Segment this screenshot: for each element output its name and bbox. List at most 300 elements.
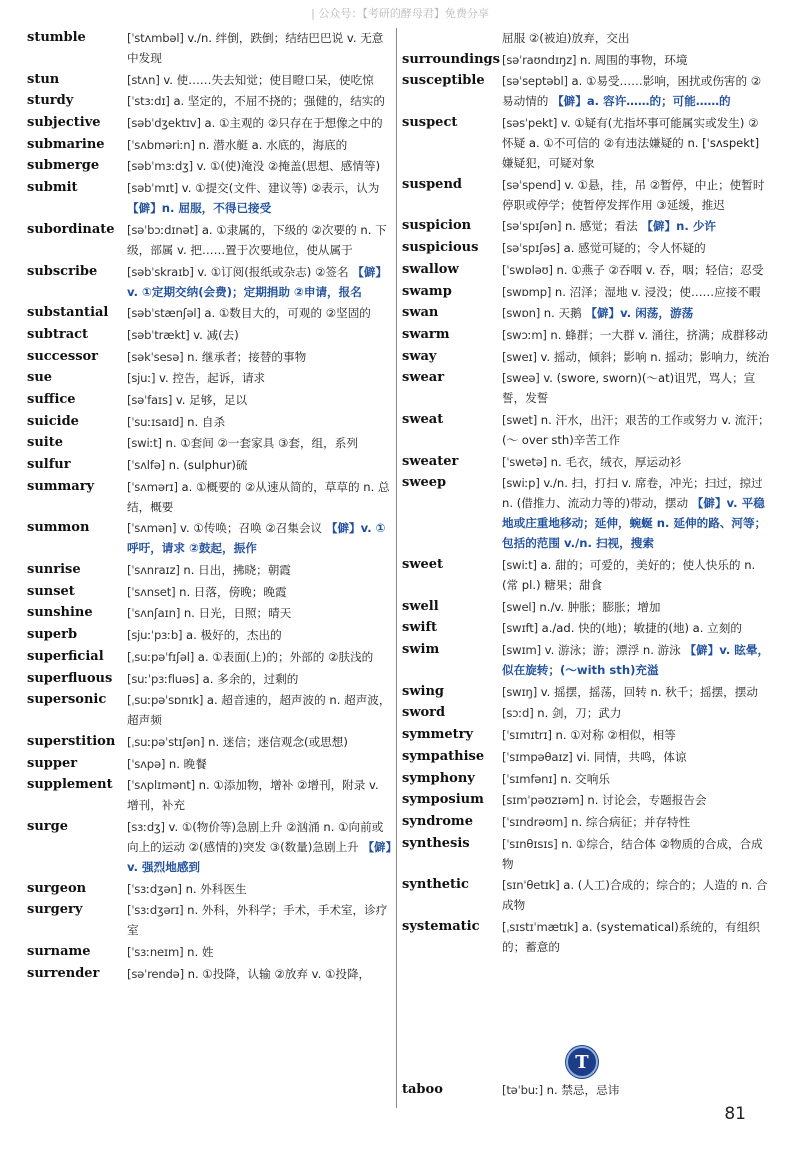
phonetic: [ˈsʌnʃaɪn] bbox=[127, 606, 181, 621]
definition: a. ①隶属的，下级的 ②次要的 n. 下级，部属 v. 把……置于次要地位，使从属于 bbox=[127, 222, 387, 257]
dictionary-entry bbox=[27, 220, 392, 260]
entry-body bbox=[127, 560, 392, 580]
definition: a. (systematical)系统的，有组织的；蓄意的 bbox=[502, 919, 760, 954]
entry-body bbox=[127, 900, 392, 940]
rare-meaning-note: 【僻】n. 少许 bbox=[641, 219, 717, 234]
phonetic: [ˈstʌmbəl] bbox=[127, 31, 184, 45]
phonetic: [swɒn] bbox=[502, 306, 541, 321]
phonetic: [ˈsʌlfə] bbox=[127, 458, 165, 472]
definition: v. 足够，足以 bbox=[172, 392, 248, 407]
phonetic: [ˌsuːpəˈfɪʃəl] bbox=[127, 649, 195, 664]
dictionary-entry bbox=[27, 879, 392, 899]
headword: sweep bbox=[402, 475, 447, 491]
headword: superfluous bbox=[27, 670, 113, 686]
dictionary-entry bbox=[27, 28, 392, 68]
phonetic: [sweə] bbox=[502, 371, 540, 386]
dictionary-entry bbox=[402, 410, 770, 450]
dictionary-entry bbox=[402, 597, 770, 617]
dictionary-entry bbox=[402, 452, 770, 472]
rare-meaning-note: 【僻】a. 容许……的；可能……的 bbox=[552, 94, 731, 109]
phonetic: [səsˈpekt] bbox=[502, 116, 558, 131]
entry-body bbox=[502, 113, 770, 173]
definition: n. 潜水艇 a. 水底的，海底的 bbox=[194, 137, 348, 152]
headword: symmetry bbox=[402, 727, 474, 743]
definition: n. ①对称 ②相似，相等 bbox=[551, 728, 676, 743]
dictionary-entry bbox=[402, 347, 770, 367]
entry-body bbox=[127, 964, 392, 984]
phonetic: [səbˈmɜːdʒ] bbox=[127, 159, 193, 174]
right-column bbox=[402, 28, 770, 959]
definition: a. 坚定的，不屈不挠的；强健的，结实的 bbox=[169, 94, 386, 109]
entry-body bbox=[502, 347, 770, 367]
headword: submarine bbox=[27, 136, 105, 152]
dictionary-entry bbox=[27, 113, 392, 133]
dictionary-entry bbox=[27, 262, 392, 302]
headword: surname bbox=[27, 944, 91, 959]
dictionary-entry bbox=[27, 412, 392, 432]
dictionary-entry bbox=[27, 754, 392, 774]
headword: swallow bbox=[402, 261, 459, 277]
entry-body bbox=[502, 725, 770, 745]
phonetic: [ˈsuːɪsaɪd] bbox=[127, 414, 184, 429]
definition: n. 周围的事物，环境 bbox=[576, 52, 688, 67]
definition: v./n. 绊倒，跌倒；结结巴巴说 v. 无意中发现 bbox=[127, 31, 384, 65]
dictionary-entry bbox=[27, 964, 392, 984]
definition: n. 交响乐 bbox=[556, 771, 610, 786]
entry-body bbox=[127, 625, 392, 645]
definition: n. ①投降，认输 ②放弃 v. ①投降， bbox=[183, 966, 371, 981]
dictionary-entry bbox=[27, 942, 392, 962]
dictionary-entry bbox=[27, 455, 392, 475]
definition: a. 多余的，过剩的 bbox=[198, 671, 299, 686]
entry-body bbox=[502, 50, 770, 70]
dictionary-entry bbox=[27, 560, 392, 580]
phonetic: [səbˈtrækt] bbox=[127, 327, 190, 342]
definition: v. ①悬，挂，吊 ②暂停，中止；使暂时停职或停学；使暂停发挥作用 ③延缓，推迟 bbox=[502, 177, 765, 212]
phonetic: [təˈbuː] bbox=[502, 1083, 543, 1097]
headword: swarm bbox=[402, 326, 450, 342]
definition: n. 迷信；迷信观念(或思想) bbox=[204, 734, 348, 749]
dictionary-entry bbox=[27, 135, 392, 155]
phonetic: [sjuːˈpɜːb] bbox=[127, 628, 183, 643]
headword: subjective bbox=[27, 115, 101, 131]
definition: n./v. 肿胀；膨胀；增加 bbox=[535, 599, 661, 614]
entry-body bbox=[502, 71, 770, 111]
definition: a. ①易受……影响，困扰或伤害的 ②易动情的 bbox=[502, 74, 762, 109]
dictionary-entry bbox=[402, 368, 770, 408]
dictionary-entry bbox=[402, 473, 770, 553]
definition: n. 日光，日照；晴天 bbox=[180, 606, 292, 621]
dictionary-entry bbox=[27, 625, 392, 645]
dictionary-entry bbox=[402, 682, 770, 702]
phonetic: [swet] bbox=[502, 412, 538, 427]
entry-body bbox=[127, 817, 392, 877]
entry-body bbox=[127, 135, 392, 155]
headword: swamp bbox=[402, 283, 452, 299]
entry-body bbox=[127, 28, 392, 68]
dictionary-entry bbox=[27, 70, 392, 90]
phonetic: [sɜːdʒ] bbox=[127, 819, 165, 834]
phonetic: [sjuː] bbox=[127, 371, 156, 386]
definition: n. 晚餐 bbox=[165, 756, 207, 771]
dictionary-entry bbox=[27, 477, 392, 517]
phonetic: [ˈsʌmərɪ] bbox=[127, 479, 178, 494]
headword: synthesis bbox=[402, 835, 470, 851]
definition: a. ①表面(上)的；外部的 ②肤浅的 bbox=[194, 649, 374, 664]
definition: n. 继承者；接替的事物 bbox=[183, 349, 307, 364]
entry-body bbox=[127, 754, 392, 774]
definition: a./ad. 快的(地)；敏捷的(地) a. 立刻的 bbox=[537, 621, 742, 636]
definition: v. 使……失去知觉；使目瞪口呆，使吃惊 bbox=[159, 72, 374, 87]
entry-body bbox=[127, 70, 392, 90]
entry-body bbox=[502, 640, 770, 680]
headword: submit bbox=[27, 180, 78, 196]
definition: a. 超音速的，超声波的 n. 超声波，超声频 bbox=[127, 693, 391, 728]
phonetic: [sɪnˈθetɪk] bbox=[502, 878, 560, 893]
definition: v./n. 扫，打扫 v. 席卷，冲光；扫过，掠过 n. (借推力、流动力等的)带动，摆动 bbox=[502, 476, 763, 511]
definition: n. 日出，拂晓；朝霞 bbox=[179, 563, 291, 578]
entry-body bbox=[127, 347, 392, 367]
headword: substantial bbox=[27, 305, 109, 321]
phonetic: [səˈseptəbl] bbox=[502, 74, 568, 89]
definition: a. (人工)合成的；综合的；人造的 n. 合成物 bbox=[502, 878, 768, 913]
definition: a. ①概要的 ②从速从简的，草草的 n. 总结，概要 bbox=[127, 479, 390, 514]
dictionary-entry bbox=[27, 732, 392, 752]
phonetic: [səkˈsesə] bbox=[127, 349, 184, 364]
definition: n. 汗水，出汗；艰苦的工作或努力 v. 流汗；(～ over sth)辛苦工作 bbox=[502, 412, 770, 447]
watermark-text: | 公众号：【考研的酵母君】免费分享 bbox=[311, 7, 489, 20]
phonetic: [stʌn] bbox=[127, 72, 160, 87]
headword: sunshine bbox=[27, 605, 93, 621]
rare-meaning-note: 【僻】v. 强烈地感到 bbox=[127, 839, 392, 874]
headword: susceptible bbox=[402, 73, 485, 89]
dictionary-entry bbox=[27, 669, 392, 689]
dictionary-entry bbox=[402, 71, 770, 111]
definition: n. 感觉；看法 bbox=[561, 219, 642, 234]
definition: n. 讨论会，专题报告会 bbox=[583, 793, 707, 808]
definition: a. 甜的；可爱的，美好的；使人快乐的 n. (常 pl.) 糖果；甜食 bbox=[502, 558, 756, 592]
headword: subtract bbox=[27, 326, 89, 342]
dictionary-entry bbox=[402, 113, 770, 173]
phonetic: [swɪŋ] bbox=[502, 684, 538, 699]
dictionary-entry bbox=[27, 325, 392, 345]
headword: suspicion bbox=[402, 218, 472, 234]
entry-body bbox=[502, 790, 770, 810]
dictionary-entry bbox=[27, 178, 392, 218]
headword: symphony bbox=[402, 770, 475, 786]
headword: suicide bbox=[27, 413, 79, 429]
phonetic: [swɪft] bbox=[502, 621, 538, 636]
dictionary-entry bbox=[27, 900, 392, 940]
headword: summary bbox=[27, 478, 95, 494]
phonetic: [sweɪ] bbox=[502, 349, 537, 364]
phonetic: [ˈsɪmɪtrɪ] bbox=[502, 728, 552, 743]
dictionary-entry bbox=[402, 282, 770, 302]
definition: v. ①疑有(尤指坏事可能属实或发生) ②怀疑 a. ①不可信的 ②有违法嫌疑的 n. [ˈsʌspekt]嫌疑犯，可疑对象 bbox=[502, 116, 760, 171]
definition: a. ①数目大的，可观的 ②坚固的 bbox=[200, 306, 371, 321]
dictionary-entry bbox=[27, 775, 392, 815]
entry-body bbox=[502, 260, 770, 280]
entry-body bbox=[127, 412, 392, 432]
entry-body bbox=[127, 669, 392, 689]
headword: syndrome bbox=[402, 813, 473, 829]
phonetic: [səˈfaɪs] bbox=[127, 392, 173, 407]
definition: v. ①传唤；召唤 ②召集会议 bbox=[176, 521, 326, 536]
dictionary-entry bbox=[27, 582, 392, 602]
entry-body bbox=[502, 682, 770, 702]
phonetic: [ˈsʌnraɪz] bbox=[127, 563, 180, 578]
entry-body bbox=[127, 690, 392, 730]
headword: subscribe bbox=[27, 263, 98, 279]
headword: supplement bbox=[27, 777, 113, 793]
definition: v. 控告，起诉，请求 bbox=[155, 371, 266, 386]
dictionary-entry bbox=[402, 747, 770, 767]
dictionary-entry bbox=[402, 618, 770, 638]
definition: v. (swore, sworn)(～at)诅咒，骂人；宣誓，发誓 bbox=[502, 371, 756, 406]
dictionary-entry bbox=[27, 518, 392, 558]
dictionary-entry bbox=[27, 647, 392, 667]
entry-body bbox=[502, 917, 770, 957]
headword: suspicious bbox=[402, 240, 479, 256]
phonetic: [ˈsɜːdʒərɪ] bbox=[127, 903, 184, 918]
headword: submerge bbox=[27, 158, 100, 174]
section-letter-badge-icon: T bbox=[566, 1046, 598, 1078]
phonetic: [ˌsuːpəˈstɪʃən] bbox=[127, 734, 205, 749]
definition: v. 减(去) bbox=[189, 327, 239, 342]
headword: sweater bbox=[402, 453, 459, 469]
headword: sunrise bbox=[27, 562, 81, 578]
definition: n. ①燕子 ②吞咽 v. 吞，咽；轻信；忍受 bbox=[552, 262, 764, 277]
entry-body bbox=[127, 368, 392, 388]
phonetic: [ˈsʌmən] bbox=[127, 521, 177, 536]
dictionary-entry bbox=[402, 875, 770, 915]
headword: swan bbox=[402, 305, 439, 321]
phonetic: [ˈsʌpə] bbox=[127, 756, 166, 771]
phonetic: [ˌsuːpəˈsɒnɪk] bbox=[127, 693, 204, 708]
phonetic: [swɒmp] bbox=[502, 284, 552, 299]
phonetic: [ˈsɪnθɪsɪs] bbox=[502, 836, 558, 851]
headword: sunset bbox=[27, 583, 75, 599]
dictionary-entry bbox=[402, 1080, 770, 1100]
definition: a. 极好的，杰出的 bbox=[182, 628, 282, 643]
phonetic: [səˈspɪʃən] bbox=[502, 219, 562, 234]
dictionary-entry bbox=[402, 725, 770, 745]
entry-body bbox=[502, 555, 770, 595]
headword: successor bbox=[27, 348, 99, 364]
definition: v. ①(使)淹没 ②掩盖(思想、感情等) bbox=[193, 159, 381, 174]
phonetic: [səˈrendə] bbox=[127, 966, 184, 981]
headword: summon bbox=[27, 520, 90, 536]
entry-body bbox=[502, 769, 770, 789]
headword: swift bbox=[402, 620, 438, 636]
dictionary-entry bbox=[27, 91, 392, 111]
headword: stun bbox=[27, 71, 60, 87]
headword: sweet bbox=[402, 557, 444, 572]
headword: superb bbox=[27, 627, 78, 643]
entry-body bbox=[502, 812, 770, 832]
headword: symposium bbox=[402, 792, 484, 808]
dictionary-entry bbox=[402, 238, 770, 258]
column-divider bbox=[396, 28, 397, 1108]
page-number: 81 bbox=[724, 1104, 746, 1124]
phonetic: [ˈsɪmpəθaɪz] bbox=[502, 749, 573, 764]
definition: n. 综合病征；并存特性 bbox=[567, 814, 691, 829]
definition: v. ①提交(文件、建议等) ②表示，认为 bbox=[178, 181, 380, 196]
entry-body bbox=[127, 603, 392, 623]
entry-body bbox=[502, 473, 770, 553]
phonetic: [suːˈpɜːfluəs] bbox=[127, 671, 199, 686]
headword: surge bbox=[27, 818, 68, 834]
rare-meaning-note: 【僻】v. ①呼吁，请求 ②鼓起，振作 bbox=[127, 521, 386, 556]
headword: sweat bbox=[402, 411, 444, 427]
definition: v. 游泳；游；漂浮 n. 游泳 bbox=[540, 643, 685, 658]
headword: swear bbox=[402, 370, 445, 386]
rare-meaning-note: 【僻】v. 眩晕，似在旋转；(～with sth)充溢 bbox=[502, 643, 770, 678]
entry-body bbox=[127, 879, 392, 899]
definition: v. ①(物价等)急剧上升 ②汹涌 n. ①向前或向上的运动 ②(感情的)突发 ③(数量)急剧上升 bbox=[127, 819, 384, 854]
headword: synthetic bbox=[402, 877, 469, 893]
dictionary-entry bbox=[27, 347, 392, 367]
dictionary-entry bbox=[402, 703, 770, 723]
phonetic: [ˈsʌnset] bbox=[127, 584, 176, 599]
definition: a. 感觉可疑的；令人怀疑的 bbox=[559, 241, 706, 256]
phonetic: [ˈsɪmfənɪ] bbox=[502, 771, 557, 786]
phonetic: [swel] bbox=[502, 599, 536, 614]
definition: vi. 同情，共鸣，体谅 bbox=[572, 749, 687, 764]
definition: n. 沼泽；湿地 v. 浸没；使……应接不暇 bbox=[551, 284, 761, 299]
dictionary-entry bbox=[402, 834, 770, 874]
phonetic: [swɪm] bbox=[502, 643, 541, 658]
definition: v. 摇摆，摇荡，回转 n. 秋千；摇摆，摆动 bbox=[537, 684, 758, 699]
definition: n. 姓 bbox=[183, 945, 214, 959]
phonetic: [ˈsɜːdʒən] bbox=[127, 881, 182, 896]
headword: swim bbox=[402, 642, 440, 658]
dictionary-entry bbox=[27, 603, 392, 623]
headword: swell bbox=[402, 598, 439, 614]
definition: n. 日落，傍晚；晚霞 bbox=[175, 584, 287, 599]
entry-body bbox=[127, 91, 392, 111]
entry-body bbox=[127, 732, 392, 752]
phonetic: [ˈswɒləʊ] bbox=[502, 262, 553, 277]
rare-meaning-note: 【僻】v. ①定期交纳(会费)；定期捐助 ②申请，报名 bbox=[127, 264, 388, 299]
phonetic: [səˈspend] bbox=[502, 177, 561, 192]
headword: systematic bbox=[402, 918, 480, 934]
definition: n. 外科医生 bbox=[181, 881, 247, 896]
definition: n. 自杀 bbox=[183, 414, 226, 429]
headword: suite bbox=[27, 435, 63, 451]
dictionary-entry bbox=[402, 769, 770, 789]
dictionary-entry bbox=[402, 555, 770, 595]
entry-body bbox=[127, 518, 392, 558]
headword: sympathise bbox=[402, 748, 485, 764]
phonetic: [səbˈskraɪb] bbox=[127, 264, 194, 279]
entry-body bbox=[127, 113, 392, 133]
definition: n. 蜂群；一大群 v. 涌往，挤满；成群移动 bbox=[546, 327, 768, 342]
entry-body bbox=[502, 452, 770, 472]
headword: sturdy bbox=[27, 93, 74, 109]
entry-body bbox=[502, 618, 770, 638]
entry-body bbox=[127, 178, 392, 218]
entry-body bbox=[502, 834, 770, 874]
phonetic: [swiːt] bbox=[127, 436, 162, 451]
definition: n. (sulphur)硫 bbox=[164, 458, 248, 472]
headword: surroundings bbox=[402, 51, 500, 67]
phonetic: [səˈraʊndɪŋz] bbox=[502, 52, 577, 67]
entry-body bbox=[502, 410, 770, 450]
dictionary-entry bbox=[27, 433, 392, 453]
headword: stumble bbox=[27, 30, 86, 45]
entry-body bbox=[127, 477, 392, 517]
dictionary-entry bbox=[402, 325, 770, 345]
dictionary-entry bbox=[402, 260, 770, 280]
dictionary-entry bbox=[27, 817, 392, 877]
phonetic: [swɔːm] bbox=[502, 327, 547, 342]
headword: subordinate bbox=[27, 221, 115, 237]
headword: surgeon bbox=[27, 880, 87, 896]
definition: a. ①主观的 ②只存在于想像之中的 bbox=[200, 116, 383, 131]
rare-meaning-note: 【僻】v. 闲荡，游荡 bbox=[585, 306, 694, 321]
phonetic: [ˌsɪstɪˈmætɪk] bbox=[502, 919, 579, 934]
entry-body bbox=[502, 303, 770, 323]
headword: suspect bbox=[402, 115, 458, 131]
entry-body bbox=[502, 368, 770, 408]
rare-meaning-note: 【僻】n. 屈服，不得已接受 bbox=[127, 201, 272, 216]
dictionary-entry bbox=[27, 156, 392, 176]
dictionary-entry bbox=[402, 812, 770, 832]
dictionary-entry bbox=[402, 216, 770, 236]
headword: swing bbox=[402, 683, 444, 699]
dictionary-entry bbox=[402, 303, 770, 323]
definition: n. 天鹅 bbox=[540, 306, 586, 321]
entry-body bbox=[502, 703, 770, 723]
dictionary-entry bbox=[27, 303, 392, 323]
definition: n. ①添加物，增补 ②增刊，附录 v. 增刊，补充 bbox=[127, 778, 379, 813]
headword: sway bbox=[402, 348, 437, 364]
entry-body bbox=[127, 390, 392, 410]
rare-meaning-note: 【僻】v. 平稳地或庄重地移动；延伸，蜿蜒 n. 延伸的路、河等；包括的范围 v./n. 扫视，搜索 bbox=[502, 496, 767, 551]
dictionary-entry bbox=[27, 690, 392, 730]
headword: superstition bbox=[27, 733, 116, 749]
entry-body bbox=[127, 775, 392, 815]
entry-body bbox=[127, 455, 392, 475]
dictionary-entry bbox=[27, 390, 392, 410]
right-column-after-badge bbox=[402, 1080, 770, 1102]
phonetic: [ˈsʌbməriːn] bbox=[127, 137, 195, 152]
left-column bbox=[27, 28, 392, 985]
headword: sue bbox=[27, 370, 53, 386]
phonetic: [səbˈdʒektɪv] bbox=[127, 116, 201, 131]
continuation-definition: 屈服 ②(被迫)放弃，交出 bbox=[502, 31, 630, 45]
entry-body bbox=[127, 582, 392, 602]
entry-body bbox=[127, 325, 392, 345]
phonetic: [ˈsʌplɪmənt] bbox=[127, 778, 195, 793]
dictionary-entry bbox=[402, 917, 770, 957]
dictionary-entry bbox=[27, 368, 392, 388]
headword: suspend bbox=[402, 176, 462, 192]
entry-body bbox=[502, 875, 770, 915]
phonetic: [səˈbɔːdɪnət] bbox=[127, 222, 199, 237]
entry-body bbox=[127, 433, 392, 453]
headword: supper bbox=[27, 755, 78, 771]
entry-body bbox=[127, 303, 392, 323]
entry-body bbox=[502, 325, 770, 345]
headword: surgery bbox=[27, 902, 83, 918]
entry-body bbox=[127, 942, 392, 962]
dictionary-entry bbox=[402, 175, 770, 215]
definition: n. 外科，外科学；手术，手术室，诊疗室 bbox=[127, 903, 388, 938]
headword: suffice bbox=[27, 391, 76, 407]
phonetic: [səˈspɪʃəs] bbox=[502, 241, 560, 256]
